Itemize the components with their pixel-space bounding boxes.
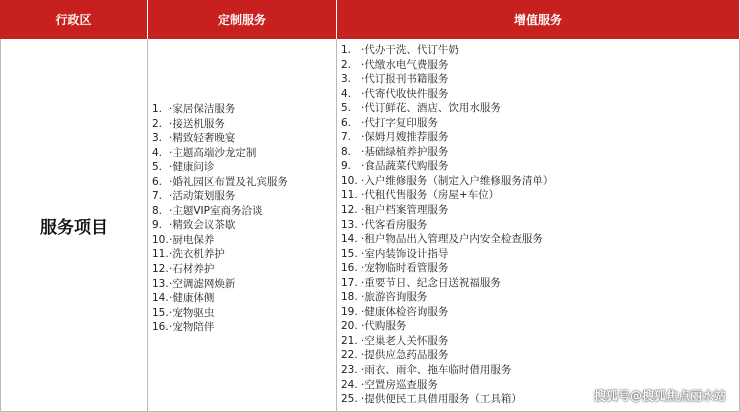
item-number: 13. [152, 277, 169, 290]
item-text: ·代缴水电气费服务 [361, 58, 449, 71]
list-item [341, 276, 553, 291]
list-item [341, 43, 553, 58]
header-value-added-services: 增值服务 [337, 0, 740, 39]
item-text: ·重要节日、纪念日送祝福服务 [361, 276, 501, 289]
item-number: 4. [341, 87, 352, 100]
list-item [341, 290, 553, 305]
list-item [341, 130, 553, 145]
list-item [341, 188, 553, 203]
value-services-cell [337, 39, 740, 412]
item-number: 16. [341, 262, 358, 275]
list-item [341, 378, 553, 393]
watermark: 搜狐号@搜狐焦点丽水站 [593, 389, 726, 403]
list-item [341, 348, 553, 363]
list-item [152, 131, 288, 146]
list-item [341, 145, 553, 160]
item-text: ·旅游咨询服务 [361, 291, 428, 304]
item-text: ·代订报刊书籍服务 [361, 73, 449, 86]
item-number: 25. [341, 393, 358, 406]
item-number: 11. [152, 248, 169, 261]
category-label: 服务项目 [40, 217, 108, 238]
item-number: 6. [152, 175, 163, 188]
list-item [152, 233, 288, 248]
list-item [341, 247, 553, 262]
item-text: ·空置房巡查服务 [361, 378, 438, 391]
item-number: 2. [341, 58, 352, 71]
header-district: 行政区 [0, 0, 148, 39]
list-item [341, 232, 553, 247]
item-number: 14. [341, 233, 358, 246]
item-number: 8. [341, 145, 352, 158]
list-item [341, 218, 553, 233]
list-item [341, 261, 553, 276]
item-number: 13. [341, 218, 358, 231]
list-item [152, 320, 288, 335]
list-item [341, 116, 553, 131]
item-text: ·空巢老人关怀服务 [361, 334, 449, 347]
item-text: ·代订鲜花、酒店、饮用水服务 [361, 102, 501, 115]
item-number: 21. [341, 334, 358, 347]
custom-services-list [152, 102, 288, 335]
item-text: ·食品蔬菜代购服务 [361, 160, 449, 173]
item-number: 10. [152, 233, 169, 246]
item-text: ·代办干洗、代订牛奶 [361, 44, 459, 56]
item-text: ·家居保洁服务 [169, 103, 236, 115]
item-text: ·石材养护 [169, 263, 215, 276]
item-text: ·健康体侧 [169, 292, 215, 305]
list-item [152, 291, 288, 306]
item-text: ·基础绿植养护服务 [361, 145, 449, 158]
item-number: 17. [341, 276, 358, 289]
list-item [152, 117, 288, 132]
header-custom-services: 定制服务 [148, 0, 337, 39]
item-number: 1. [341, 44, 352, 56]
list-item [341, 72, 553, 87]
item-text: ·精致会议茶歇 [169, 219, 236, 232]
category-cell [0, 39, 148, 412]
item-text: ·宠物驱虫 [169, 306, 215, 319]
item-text: ·主题高端沙龙定制 [169, 146, 257, 159]
item-text: ·空调滤网焕新 [169, 277, 236, 290]
item-number: 2. [152, 117, 163, 130]
item-text: ·代购服务 [361, 320, 407, 333]
list-item [152, 102, 288, 117]
list-item [152, 262, 288, 277]
list-item [341, 334, 553, 349]
item-number: 7. [152, 190, 163, 203]
list-item [341, 203, 553, 218]
item-number: 6. [341, 116, 352, 129]
item-number: 14. [152, 292, 169, 305]
value-services-list [341, 43, 553, 407]
item-number: 8. [152, 204, 163, 217]
item-text: ·健康体检咨询服务 [361, 305, 449, 318]
item-number: 15. [341, 247, 358, 260]
item-number: 24. [341, 378, 358, 391]
item-text: ·活动策划服务 [169, 190, 236, 203]
item-text: ·提供应急药品服务 [361, 349, 449, 362]
list-item [341, 58, 553, 73]
item-text: ·健康问诊 [169, 161, 215, 174]
item-text: ·接送机服务 [169, 117, 225, 130]
item-number: 12. [152, 263, 169, 276]
list-item [341, 159, 553, 174]
item-number: 4. [152, 146, 163, 159]
item-text: ·入户维修服务（制定入户维修服务清单） [361, 174, 554, 187]
item-number: 9. [152, 219, 163, 232]
item-text: ·婚礼园区布置及礼宾服务 [169, 175, 288, 188]
custom-services-cell [148, 39, 337, 412]
list-item [341, 87, 553, 102]
list-item [152, 204, 288, 219]
item-text: ·租户物品出入管理及户内安全检查服务 [361, 233, 543, 246]
item-text: ·租户档案管理服务 [361, 204, 449, 217]
item-text: ·洗衣机养护 [169, 248, 225, 261]
list-item [341, 305, 553, 320]
item-text: ·代打字复印服务 [361, 116, 438, 129]
list-item [152, 146, 288, 161]
list-item [341, 174, 553, 189]
item-text: ·保姆月嫂推荐服务 [361, 131, 449, 144]
item-number: 23. [341, 364, 358, 377]
item-number: 11. [341, 189, 358, 202]
item-text: ·主题VIP室商务洽谈 [169, 204, 263, 217]
item-text: ·宠物陪伴 [169, 321, 215, 334]
item-number: 7. [341, 131, 352, 144]
list-item [341, 101, 553, 116]
item-number: 9. [341, 160, 352, 173]
item-number: 22. [341, 349, 358, 362]
item-text: ·厨电保养 [169, 233, 215, 246]
list-item [152, 306, 288, 321]
item-text: ·代租代售服务（房屋+车位） [361, 189, 500, 202]
item-number: 20. [341, 320, 358, 333]
item-number: 12. [341, 204, 358, 217]
item-text: ·精致轻奢晚宴 [169, 132, 236, 145]
item-number: 3. [341, 73, 352, 86]
item-number: 1. [152, 103, 163, 115]
item-number: 5. [341, 102, 352, 115]
list-item [152, 218, 288, 233]
item-text: ·雨衣、雨伞、拖车临时借用服务 [361, 364, 512, 377]
item-number: 10. [341, 174, 358, 187]
list-item [341, 319, 553, 334]
item-number: 16. [152, 321, 169, 334]
item-text: ·代寄代收快件服务 [361, 87, 449, 100]
list-item [152, 189, 288, 204]
item-number: 19. [341, 305, 358, 318]
item-number: 5. [152, 161, 163, 174]
item-number: 15. [152, 306, 169, 319]
item-text: ·室内装饰设计指导 [361, 247, 449, 260]
list-item [152, 160, 288, 175]
list-item [341, 392, 553, 407]
list-item [152, 175, 288, 190]
item-text: ·宠物临时看管服务 [361, 262, 449, 275]
item-text: ·代客看房服务 [361, 218, 428, 231]
item-number: 3. [152, 132, 163, 145]
item-number: 18. [341, 291, 358, 304]
list-item [152, 277, 288, 292]
list-item [152, 247, 288, 262]
item-text: ·提供便民工具借用服务（工具箱） [361, 393, 522, 406]
list-item [341, 363, 553, 378]
